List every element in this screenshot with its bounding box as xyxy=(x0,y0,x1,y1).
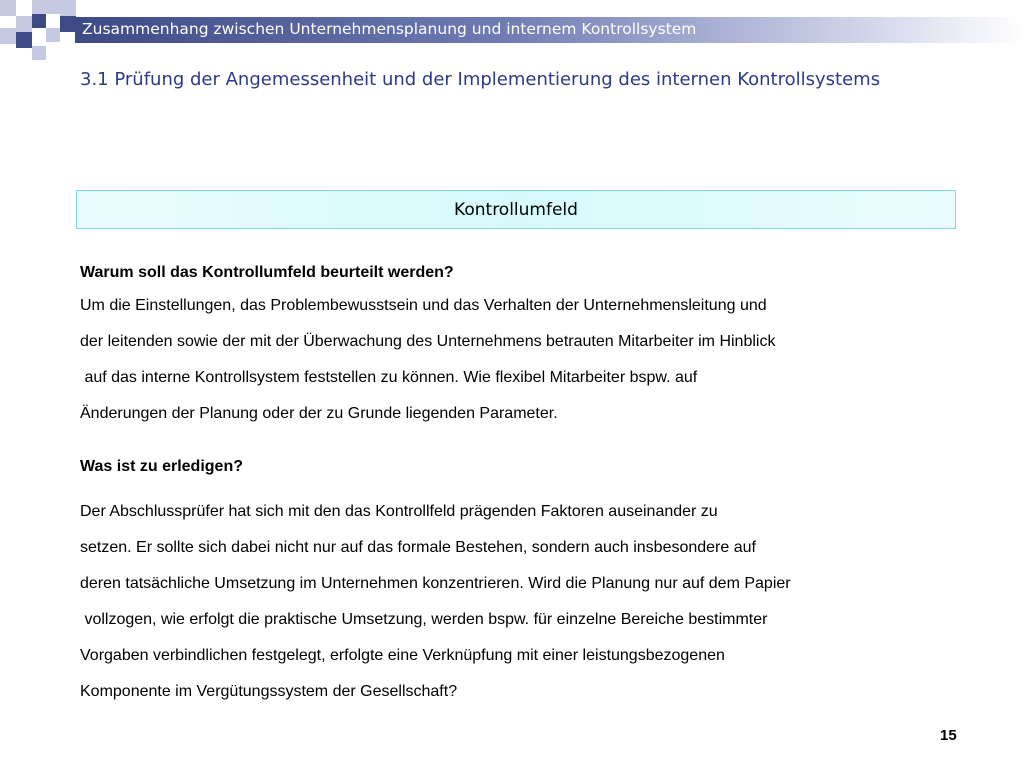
paragraph-line: auf das interne Kontrollsystem feststellen zu können. Wie flexibel Mitarbeiter bspw. auf xyxy=(80,369,698,386)
decor-square xyxy=(32,0,46,14)
decor-square xyxy=(16,32,32,48)
section-label-box xyxy=(76,190,956,229)
paragraph-line: Um die Einstellungen, das Problembewusstsein und das Verhalten der Unternehmensleitung und xyxy=(80,297,767,314)
decor-square xyxy=(60,0,76,16)
paragraph-line: setzen. Er sollte sich dabei nicht nur auf das formale Bestehen, sondern auch insbesondere auf xyxy=(80,539,756,556)
decor-square xyxy=(46,28,60,42)
decor-square xyxy=(46,0,60,14)
question-heading: Was ist zu erledigen? xyxy=(80,458,243,475)
decor-square xyxy=(32,46,46,60)
slide-subtitle: 3.1 Prüfung der Angemessenheit und der Implementierung des internen Kontrollsystems xyxy=(80,69,881,90)
paragraph-line: vollzogen, wie erfolgt die praktische Umsetzung, werden bspw. für einzelne Bereiche bestimmter xyxy=(80,611,768,628)
decor-square xyxy=(16,16,32,32)
paragraph-line: Komponente im Vergütungssystem der Gesellschaft? xyxy=(80,683,458,700)
decor-square xyxy=(0,0,16,16)
answer-paragraph xyxy=(80,502,791,718)
answer-paragraph xyxy=(80,296,775,440)
paragraph-line: Der Abschlussprüfer hat sich mit den das Kontrollfeld prägenden Faktoren auseinander zu xyxy=(80,503,718,520)
section-label: Kontrollumfeld xyxy=(454,199,578,220)
question-heading: Warum soll das Kontrollumfeld beurteilt werden? xyxy=(80,264,454,281)
slide-header-title: Zusammenhang zwischen Unternehmensplanung und internem Kontrollsystem xyxy=(82,20,697,38)
decor-square xyxy=(32,14,46,28)
decor-square xyxy=(0,28,16,44)
paragraph-line: der leitenden sowie der mit der Überwachung des Unternehmens betrauten Mitarbeiter im Hinblick xyxy=(80,333,776,350)
paragraph-line: Änderungen der Planung oder der zu Grunde liegenden Parameter. xyxy=(80,405,558,422)
page-number: 15 xyxy=(940,727,957,744)
paragraph-line: deren tatsächliche Umsetzung im Unternehmen konzentrieren. Wird die Planung nur auf dem Papier xyxy=(80,575,791,592)
paragraph-line: Vorgaben verbindlichen festgelegt, erfolgte eine Verknüpfung mit einer leistungsbezogenen xyxy=(80,647,725,664)
decor-square xyxy=(60,16,76,32)
